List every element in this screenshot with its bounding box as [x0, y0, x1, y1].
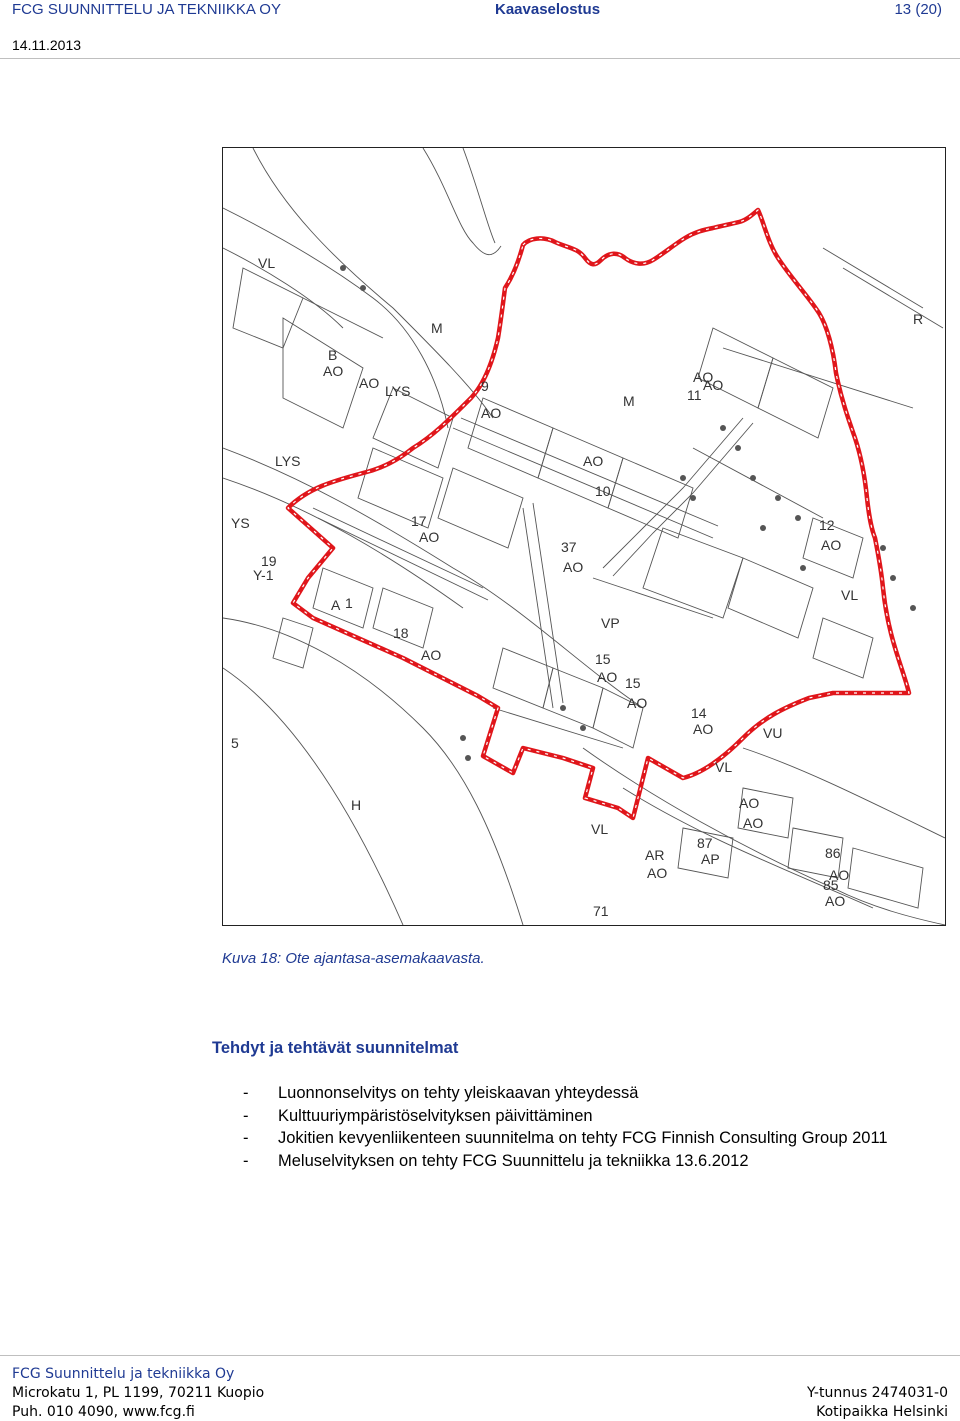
map-zone-label: A	[331, 597, 341, 613]
list-item: - Kulttuuriympäristöselvityksen päivittäminen	[243, 1106, 593, 1125]
map-zone-label: 9	[481, 378, 489, 394]
map-zone-label: AO	[693, 721, 714, 737]
map-zone-label: AO	[627, 695, 648, 711]
map-zone-label: AO	[359, 375, 380, 391]
header-divider	[0, 58, 960, 59]
list-item: - Jokitien kevyenliikenteen suunnitelma on tehty FCG Finnish Consulting Group 2011	[243, 1129, 888, 1147]
map-zone-label: Y-1	[253, 567, 274, 583]
map-zone-label: 11	[687, 387, 702, 403]
section-title: Tehdyt ja tehtävät suunnitelmat	[212, 1039, 459, 1057]
header-page-number: 13 (20)	[894, 1, 942, 18]
plans-list	[243, 1082, 958, 1172]
map-zone-label: VL	[841, 587, 859, 603]
page-header	[0, 0, 960, 60]
map-zone-label: AO	[563, 559, 584, 575]
map-zone-label: M	[623, 393, 635, 409]
map-zone-label: 15	[625, 675, 641, 691]
map-zone-label: AP	[701, 851, 720, 867]
map-zone-label: 12	[819, 517, 835, 533]
header-date: 14.11.2013	[12, 37, 82, 53]
map-zone-label: 5	[231, 735, 239, 751]
list-item-text: Kulttuuriympäristöselvityksen päivittäminen	[278, 1106, 593, 1125]
map-zone-label: 17	[411, 513, 427, 529]
map-zone-label: VP	[601, 615, 620, 631]
figure-caption: Kuva 18: Ote ajantasa-asemakaavasta.	[222, 950, 485, 967]
map-zone-label: 37	[561, 539, 577, 555]
header-company: FCG SUUNNITTELU JA TEKNIIKKA OY	[12, 1, 281, 18]
map-zone-label: AO	[597, 669, 618, 685]
header-document-title: Kaavaselostus	[495, 1, 601, 18]
map-zone-label: LYS	[385, 383, 411, 399]
footer-address: Microkatu 1, PL 1199, 70211 Kuopio	[12, 1385, 265, 1401]
map-zone-label: AO	[583, 453, 604, 469]
map-zone-label: R	[913, 311, 924, 327]
footer-divider	[0, 1355, 960, 1356]
map-zone-label: AO	[481, 405, 502, 421]
map-zone-label: H	[351, 797, 362, 813]
map-zone-label: VL	[715, 759, 733, 775]
map-zone-label: 19	[261, 553, 277, 569]
map-zone-label: M	[431, 320, 443, 336]
map-zone-label: 85	[823, 877, 839, 893]
map-zone-label: YS	[231, 515, 250, 531]
map-zone-label: 71	[593, 903, 609, 919]
map-zone-label: AO	[323, 363, 344, 379]
list-item-text: Meluselvityksen on tehty FCG Suunnittelu ja tekniikka 13.6.2012	[278, 1151, 749, 1170]
map-zone-label: VL	[591, 821, 609, 837]
map-zone-label: AO	[693, 369, 714, 385]
list-item: - Luonnonselvitys on tehty yleiskaavan yhteydessä	[243, 1084, 639, 1102]
map-zone-label: VU	[763, 725, 783, 741]
map-zone-labels	[231, 255, 923, 919]
map-zone-label: AO	[825, 893, 846, 909]
map-zone-label: LYS	[275, 453, 301, 469]
list-item-text: Jokitien kevyenliikenteen suunnitelma on tehty FCG Finnish Consulting Group 2011	[278, 1129, 888, 1147]
footer-company: FCG Suunnittelu ja tekniikka Oy	[12, 1366, 235, 1382]
map-zone-label: 86	[825, 845, 841, 861]
zoning-map-figure	[222, 147, 946, 926]
map-zone-label: 14	[691, 705, 707, 721]
list-item: - Meluselvityksen on tehty FCG Suunnittelu ja tekniikka 13.6.2012	[243, 1151, 749, 1170]
footer-domicile: Kotipaikka Helsinki	[816, 1404, 948, 1420]
list-item-text: Luonnonselvitys on tehty yleiskaavan yhteydessä	[278, 1084, 639, 1102]
map-zone-label: VL	[258, 255, 276, 271]
map-zone-label: AO	[419, 529, 440, 545]
map-zone-label: AO	[739, 795, 760, 811]
map-zone-label: AO	[829, 867, 850, 883]
map-zone-label: 10	[595, 483, 611, 499]
footer-contact: Puh. 010 4090, www.fcg.fi	[12, 1404, 195, 1420]
map-zone-label: AO	[421, 647, 442, 663]
map-zone-label: AR	[645, 847, 665, 863]
map-zone-label: 87	[697, 835, 713, 851]
map-zone-label: 15	[595, 651, 611, 667]
map-zone-label: AO	[821, 537, 842, 553]
footer-business-id: Y-tunnus 2474031-0	[807, 1385, 948, 1401]
zoning-map	[223, 148, 945, 925]
map-zone-label: 18	[393, 625, 409, 641]
map-zone-label: B	[328, 347, 338, 363]
map-zone-label: AO	[647, 865, 668, 881]
map-zone-label: AO	[703, 377, 724, 393]
map-zone-label: AO	[743, 815, 764, 831]
map-zone-label: 1	[345, 595, 353, 611]
